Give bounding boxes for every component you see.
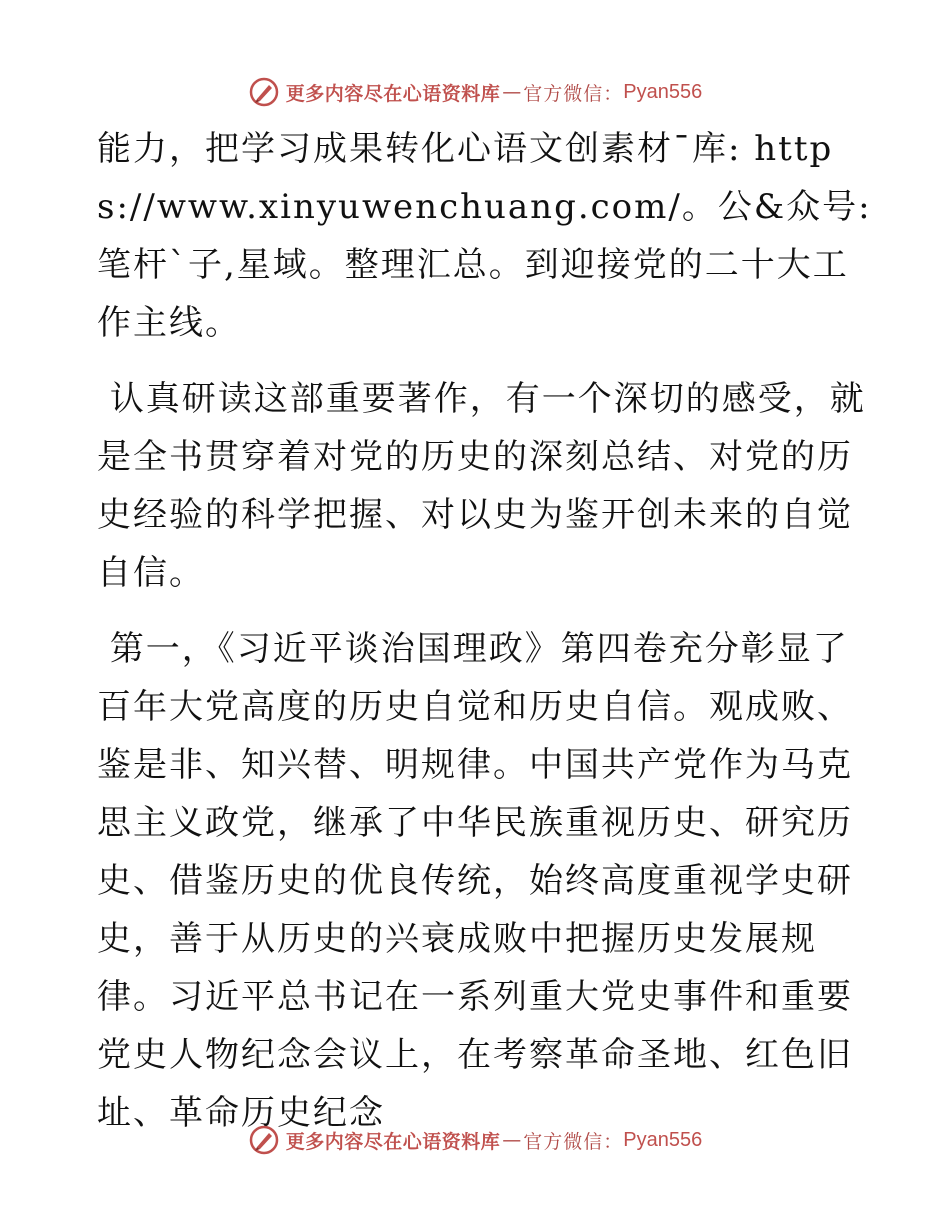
- banner-official-label: 官方微信：: [523, 1130, 624, 1153]
- banner-official-label: 官方微信：: [523, 82, 624, 105]
- quill-pen-logo-icon: [248, 1124, 280, 1156]
- banner-dash: —: [502, 81, 522, 103]
- header-banner: [0, 70, 950, 114]
- paragraph-1: 能力，把学习成果转化心语文创素材¯库: https://www.xinyuwenchuang.com/。公&众号: 笔杆`子,星域。整理汇总。到迎接党的二十大工作主线。: [97, 129, 885, 343]
- paragraph-3: 第一，《习近平谈治国理政》第四卷充分彰显了百年大党高度的历史自觉和历史自信。观成败、鉴是非、知兴替、明规律。中国共产党作为马克思主义政党，继承了中华民族重视历史、研究历史、借鉴历史的优良传统，始终高度重视学史研史，善于从历史的兴衰成败中把握历史发展规律。习近平总书记在一系列重大党史事件和重要党史人物纪念会议上，在考察革命圣地、红色旧址、革命历史纪念: [97, 629, 853, 1133]
- footer-banner: [0, 1118, 950, 1162]
- paragraph-2: 认真研读这部重要著作，有一个深切的感受，就是全书贯穿着对党的历史的深刻总结、对党的历史经验的科学把握、对以史为鉴开创未来的自觉自信。: [97, 379, 866, 593]
- banner-wechat-id: Pyan556: [623, 1128, 703, 1151]
- banner-wechat-id: Pyan556: [623, 80, 703, 103]
- banner-dash: —: [502, 1129, 522, 1151]
- banner-main-text: 更多内容尽在心语资料库: [285, 82, 501, 105]
- document-body: [97, 120, 885, 1142]
- banner-main-text: 更多内容尽在心语资料库: [285, 1130, 501, 1153]
- quill-pen-logo-icon: [248, 76, 280, 108]
